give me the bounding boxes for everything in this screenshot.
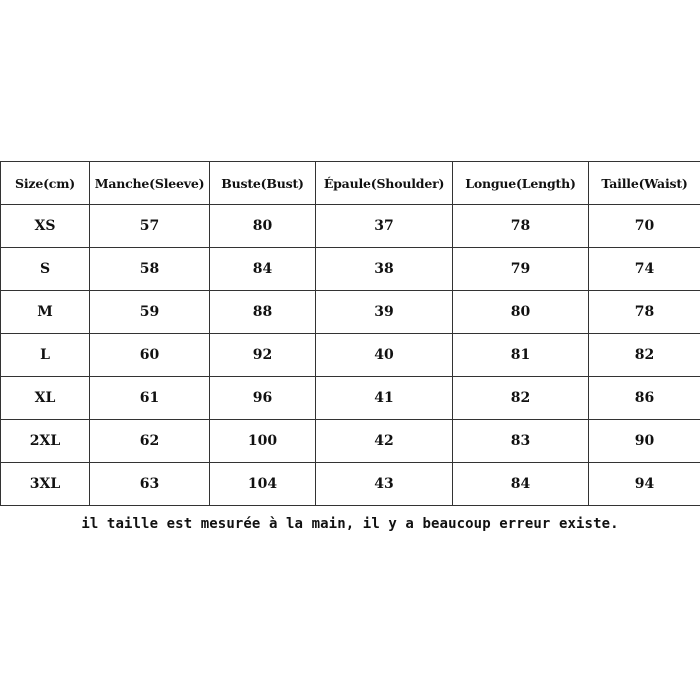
cell-length: 79 [453, 248, 589, 291]
table-row [1, 463, 700, 506]
cell-sleeve: 59 [90, 291, 210, 334]
cell-length: 84 [453, 463, 589, 506]
cell-waist: 82 [589, 334, 700, 377]
cell-bust: 84 [210, 248, 316, 291]
cell-sleeve: 62 [90, 420, 210, 463]
cell-shoulder: 37 [316, 205, 453, 248]
cell-bust: 88 [210, 291, 316, 334]
header-size: Size(cm) [1, 162, 90, 205]
cell-waist: 86 [589, 377, 700, 420]
cell-waist: 78 [589, 291, 700, 334]
cell-length: 81 [453, 334, 589, 377]
cell-bust: 104 [210, 463, 316, 506]
cell-waist: 90 [589, 420, 700, 463]
cell-sleeve: 63 [90, 463, 210, 506]
cell-bust: 80 [210, 205, 316, 248]
cell-shoulder: 42 [316, 420, 453, 463]
table-row [1, 205, 700, 248]
header-length: Longue(Length) [453, 162, 589, 205]
cell-sleeve: 61 [90, 377, 210, 420]
cell-sleeve: 60 [90, 334, 210, 377]
cell-shoulder: 39 [316, 291, 453, 334]
cell-sleeve: 58 [90, 248, 210, 291]
cell-bust: 100 [210, 420, 316, 463]
header-waist: Taille(Waist) [589, 162, 700, 205]
cell-waist: 70 [589, 205, 700, 248]
table-body [1, 205, 700, 506]
cell-length: 82 [453, 377, 589, 420]
header-shoulder: Épaule(Shoulder) [316, 162, 453, 205]
table-row [1, 291, 700, 334]
cell-size: S [1, 248, 90, 291]
cell-length: 80 [453, 291, 589, 334]
table-row [1, 248, 700, 291]
cell-shoulder: 41 [316, 377, 453, 420]
cell-sleeve: 57 [90, 205, 210, 248]
cell-size: XL [1, 377, 90, 420]
cell-shoulder: 40 [316, 334, 453, 377]
cell-size: 2XL [1, 420, 90, 463]
cell-waist: 94 [589, 463, 700, 506]
table-row [1, 334, 700, 377]
cell-size: 3XL [1, 463, 90, 506]
cell-waist: 74 [589, 248, 700, 291]
cell-size: XS [1, 205, 90, 248]
cell-length: 83 [453, 420, 589, 463]
size-chart-table [0, 161, 700, 506]
header-bust: Buste(Bust) [210, 162, 316, 205]
table-header-row [1, 162, 700, 205]
measurement-note: il taille est mesurée à la main, il y a beaucoup erreur existe. [81, 516, 619, 532]
table-row [1, 420, 700, 463]
cell-size: M [1, 291, 90, 334]
cell-shoulder: 43 [316, 463, 453, 506]
cell-bust: 92 [210, 334, 316, 377]
cell-bust: 96 [210, 377, 316, 420]
cell-size: L [1, 334, 90, 377]
cell-shoulder: 38 [316, 248, 453, 291]
table-row [1, 377, 700, 420]
header-sleeve: Manche(Sleeve) [90, 162, 210, 205]
cell-length: 78 [453, 205, 589, 248]
